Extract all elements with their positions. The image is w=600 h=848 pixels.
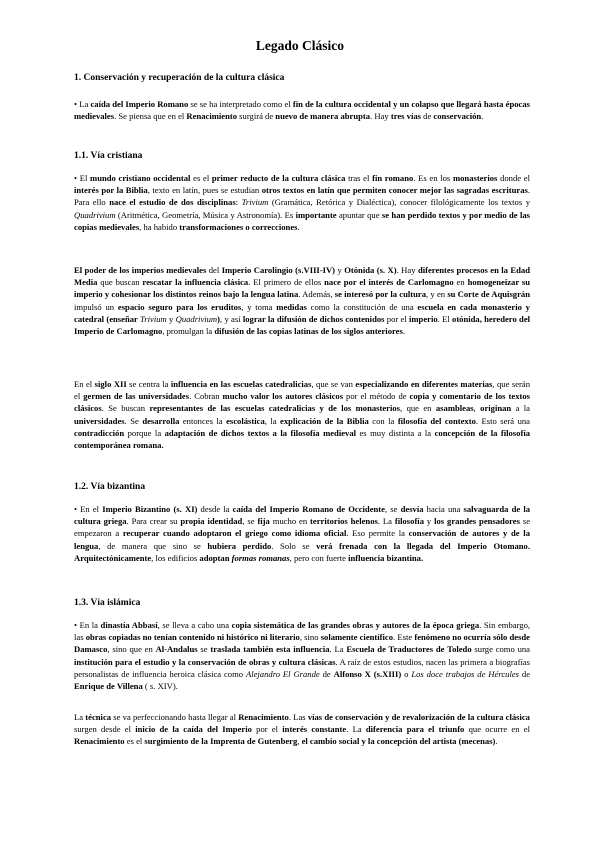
text-run: nuevo de manera abrupta — [275, 111, 371, 122]
text-run: adaptación de dichos textos a la filosofía medieval — [164, 427, 357, 438]
text-run: . Sin embargo, las — [74, 620, 531, 643]
text-run: . Se — [124, 415, 143, 426]
text-run: nace por el interés de Carlomagno — [324, 277, 454, 288]
text-run: , promulgan la — [162, 326, 215, 337]
text-run: Al-Andalus — [155, 644, 198, 655]
text-run: , se — [384, 504, 401, 514]
text-run: caída del Imperio Romano de Occidente — [232, 504, 385, 514]
text-run: surgimiento de la Imprenta de Gutenberg — [144, 736, 298, 747]
text-run: entonces la — [179, 415, 227, 426]
text-run: solamente científico — [320, 632, 394, 643]
text-run: , y así — [220, 313, 243, 324]
text-run: , la — [264, 415, 281, 426]
text-run: como la constitución de una — [306, 301, 418, 312]
text-run: surge como una — [471, 644, 530, 655]
text-run: lograr la difusión de dichos contenidos — [242, 313, 385, 324]
text-run: . Las — [288, 712, 308, 722]
text-run: , sino que en — [107, 644, 156, 655]
text-run: por el — [251, 724, 283, 735]
text-run: nace el estudio de dos disciplinas — [109, 197, 236, 208]
text-run: y — [166, 313, 176, 324]
text-run: se — [197, 644, 211, 655]
text-run: , que se van — [311, 379, 356, 389]
text-run: La — [74, 712, 86, 722]
text-run: a la — [511, 403, 530, 414]
text-run: se se ha interpretado como el — [188, 99, 293, 109]
text-run: es muy distinta a la — [356, 427, 435, 438]
text-run: escuela en cada monasterio y catedral (enseñar — [74, 301, 530, 324]
text-run: otónida, heredero del Imperio de Carlomagno — [74, 313, 531, 337]
text-run: , texto en latín, pues se estudian — [147, 185, 262, 196]
text-run: . Hay — [370, 111, 391, 122]
text-run: mundo cristiano occidental — [90, 173, 191, 183]
text-run: verá frenada con la llegada del Imperio Otomano. — [316, 540, 531, 551]
text-run: Alejandro El Grande — [245, 668, 320, 679]
text-run: , se — [242, 516, 258, 527]
text-run: y — [424, 516, 435, 527]
text-run: copia y comentario de los textos clásicos — [74, 391, 530, 414]
text-run: traslada también esta influencia — [210, 644, 330, 655]
text-run: universidades — [74, 415, 125, 426]
text-run: tras el — [345, 173, 373, 183]
text-run: se va perfeccionando hasta llegar al — [111, 712, 239, 722]
text-run: Trivium — [241, 197, 269, 208]
text-run: y — [335, 265, 345, 275]
text-run: territorios helenos — [310, 516, 378, 527]
text-run: mucho en — [269, 516, 311, 527]
text-run: del — [206, 265, 222, 275]
text-run: espacio seguro para los eruditos — [117, 301, 242, 312]
text-run: diferencia para el triunfo — [365, 724, 465, 735]
text-run: Imperio Carolingio (s.VIII-IV) — [221, 265, 336, 275]
text-run: medidas — [276, 301, 307, 312]
text-run: Renacimiento — [186, 111, 238, 122]
text-run: primer reducto de la cultura clásica — [211, 173, 346, 183]
text-run: por el — [384, 313, 410, 324]
text-run: es el — [124, 736, 145, 747]
page-title: Legado Clásico — [255, 38, 345, 53]
text-run: dinastía Abbasí — [100, 620, 158, 630]
text-run: especializando en diferentes materias — [355, 379, 493, 389]
text-run: . — [495, 736, 498, 747]
text-run: desarrolla — [142, 415, 180, 426]
text-run: , los edificios — [151, 552, 200, 563]
text-run: En el — [74, 379, 95, 389]
text-run: es el — [190, 173, 212, 183]
text-run: . A raíz de estos estudios, nacen las primera a biografías personalistas de influencia heroica clásica como — [74, 656, 530, 679]
text-run: . — [297, 221, 300, 232]
text-run: . Esto será una — [475, 415, 530, 426]
text-run: contradicción — [74, 427, 125, 438]
section-heading: 1. Conservación y recuperación de la cultura clásica — [74, 73, 285, 83]
text-run: influencia bizantina. — [348, 552, 424, 563]
text-run: . Solo se — [271, 540, 317, 551]
text-run: o — [401, 668, 412, 679]
text-run: filosofía — [394, 516, 424, 527]
text-run: rescatar la influencia clásica — [142, 277, 249, 288]
text-run: que ocurre en el — [464, 724, 530, 735]
text-run: hubiera perdido — [207, 540, 272, 551]
text-run: asambleas — [435, 403, 474, 414]
text-run: de — [319, 668, 334, 679]
text-run: concepción de la filosofía contemporánea romana. — [74, 427, 530, 451]
text-run: . El — [437, 313, 453, 324]
text-run: salvaguarda de la cultura griega — [74, 504, 531, 527]
body-paragraph — [74, 264, 530, 337]
body-paragraph — [74, 503, 530, 564]
text-run: apuntar que — [336, 209, 382, 220]
text-run: (Gramática, Retórica y Dialéctica), conocer filológicamente los textos y — [268, 197, 530, 208]
text-run: . Es en los — [413, 173, 453, 183]
text-run: con la — [368, 415, 398, 426]
text-run: , y en — [426, 289, 448, 300]
text-run: , pero con fuerte — [289, 552, 349, 563]
text-run: influencia en las escuelas catedralicias — [170, 379, 312, 389]
text-run: : — [235, 197, 242, 208]
text-run: , — [297, 736, 302, 747]
text-run: representantes de las escuelas catedralicias y de los monasterios — [149, 403, 401, 414]
text-run: vías de conservación y de revalorización de la cultura clásica — [307, 712, 530, 722]
text-run: • La — [74, 99, 91, 109]
text-run: Renacimiento — [238, 712, 289, 722]
text-run: El poder de los imperios medievales — [74, 265, 207, 275]
text-run: . Para ello — [74, 185, 530, 208]
text-run: se han perdido textos y por medio de las copias medievales — [74, 209, 531, 232]
text-run: impulsó un — [74, 301, 118, 312]
text-run: conservación — [433, 111, 482, 122]
text-run: diferentes procesos en la Edad Media — [74, 265, 531, 288]
text-run: obras copiadas no tenían contenido ni histórico ni literario — [85, 632, 300, 643]
text-run: se empezaron a — [74, 516, 531, 539]
text-run: de — [421, 111, 434, 122]
text-run: se centra la — [126, 379, 171, 389]
text-run: . Además, — [298, 289, 335, 300]
text-run: . Se buscan — [101, 403, 150, 414]
text-run: importante — [295, 209, 337, 220]
text-run: donde el — [497, 173, 530, 183]
text-run: conservación de autores y de la lengua — [74, 528, 530, 551]
text-run: . La — [377, 516, 395, 527]
text-run: Trivium — [139, 313, 167, 324]
text-run: . — [481, 111, 484, 122]
text-run: interés por la Biblia — [74, 185, 148, 196]
text-run: transformaciones o correcciones — [179, 221, 298, 232]
text-run: su Corte de Aquisgrán — [447, 289, 530, 300]
text-run: adoptan — [199, 552, 232, 563]
text-run: Alfonso X (s.XIII) — [333, 668, 402, 679]
text-run: . La — [329, 644, 347, 655]
text-run: Los doce trabajos de Hércules — [411, 668, 520, 679]
text-run: , que en — [400, 403, 436, 414]
text-run: fija — [257, 516, 270, 527]
text-run: filosofía del contexto — [397, 415, 476, 426]
text-run: escolástica — [226, 415, 265, 426]
text-run: fin romano — [372, 173, 414, 183]
text-run: , se lleva a cabo una — [157, 620, 232, 630]
text-run: homogeneizar su imperio y cohesionar los distintos reinos bajo la lengua latina — [74, 277, 531, 300]
text-run: • El — [74, 173, 91, 183]
text-run: . Para crear su — [126, 516, 181, 527]
text-run: otros textos en latín que permiten conocer mejor las sagradas escrituras — [261, 185, 528, 196]
text-run: Quadrivium — [175, 313, 218, 324]
text-run: germen de las universidades — [83, 391, 190, 402]
text-run: originan — [480, 403, 512, 414]
text-run: se interesó por la cultura — [334, 289, 427, 300]
text-run: Otónida (s. X) — [344, 265, 397, 275]
body-paragraph — [74, 619, 530, 692]
text-run: por el método de — [343, 391, 410, 402]
text-run: de — [519, 668, 531, 679]
text-run: . Se piensa que en el — [114, 111, 187, 122]
text-run: inicio de la caída del Imperio — [135, 724, 252, 735]
text-run: • En la — [74, 620, 101, 630]
text-run: Enrique de Villena — [74, 681, 143, 692]
text-run: ( s. XIV). — [142, 681, 178, 692]
text-run: en — [453, 277, 468, 288]
text-run: porque la — [124, 427, 165, 438]
text-run: Quadrivium — [74, 209, 116, 220]
text-run: Imperio Bizantino (s. XI) — [102, 504, 198, 514]
text-run: que buscan — [97, 277, 143, 288]
text-run: formas romanas — [231, 552, 290, 563]
text-run: difusión de las copias latinas de los siglos anteriores — [214, 326, 403, 337]
text-run: surgen desde el — [74, 724, 136, 735]
text-run: . El primero de ellos — [248, 277, 325, 288]
text-run: los grandes pensadores — [434, 516, 520, 527]
text-run: el cambio social y la concepción del artista (mecenas) — [301, 736, 496, 747]
text-run: institución para el estudio y la conservación de obras y cultura clásicas — [74, 656, 336, 667]
text-run: tres vías — [390, 111, 421, 122]
text-run: Arquitectónicamente — [74, 552, 152, 563]
text-run: , que serán el — [74, 379, 530, 402]
text-run: , y toma — [241, 301, 277, 312]
text-run: explicación de la Biblia — [280, 415, 369, 426]
section-heading: 1.2. Vía bizantina — [74, 482, 146, 492]
text-run: . — [402, 326, 405, 337]
text-run: recuperar cuando adoptaron el griego como idioma oficial — [122, 528, 347, 539]
text-run: mucho valor los autores clásicos — [222, 391, 344, 402]
text-run: desde la — [197, 504, 233, 514]
text-run: ) — [217, 313, 221, 324]
text-run: , — [473, 403, 481, 414]
text-run: Renacimiento — [74, 736, 125, 747]
section-heading: 1.1. Vía cristiana — [74, 151, 143, 161]
text-run: caída del Imperio Romano — [90, 99, 189, 109]
text-run: propia identidad — [180, 516, 243, 527]
text-run: . Hay — [396, 265, 418, 275]
body-paragraph — [74, 172, 530, 233]
text-run: copia sistemática de las grandes obras y autores de la época griega — [231, 620, 480, 630]
body-paragraph — [74, 711, 530, 748]
text-run: , de manera que sino se — [98, 540, 208, 551]
text-run: . La — [346, 724, 366, 735]
text-run: , ha habido — [139, 221, 180, 232]
text-run: fin de la cultura occidental y un colapso que llegará hasta épocas medievales — [74, 99, 530, 122]
text-run: siglo XII — [94, 379, 127, 389]
text-run: monasterios — [452, 173, 498, 183]
text-run: Escuela de Traductores de Toledo — [346, 644, 472, 655]
text-run: . Cobran — [189, 391, 223, 402]
body-paragraph — [74, 98, 530, 122]
body-paragraph — [74, 378, 530, 451]
text-run: , sino — [299, 632, 321, 643]
text-run: fenómeno no ocurría sólo desde Damasco — [74, 632, 530, 655]
text-run: desvía — [400, 504, 424, 514]
text-run: interés constante — [282, 724, 347, 735]
text-run: hacia una — [423, 504, 464, 514]
section-heading: 1.3. Vía islámica — [74, 598, 141, 608]
text-run: (Aritmética, Geometría, Música y Astronomía). Es — [115, 209, 296, 220]
text-run: imperio — [409, 313, 438, 324]
text-run: • En el — [74, 504, 103, 514]
text-run: . Este — [393, 632, 415, 643]
text-run: técnica — [85, 712, 112, 722]
text-run: surgirá de — [237, 111, 276, 122]
text-run: . Eso permite la — [346, 528, 409, 539]
